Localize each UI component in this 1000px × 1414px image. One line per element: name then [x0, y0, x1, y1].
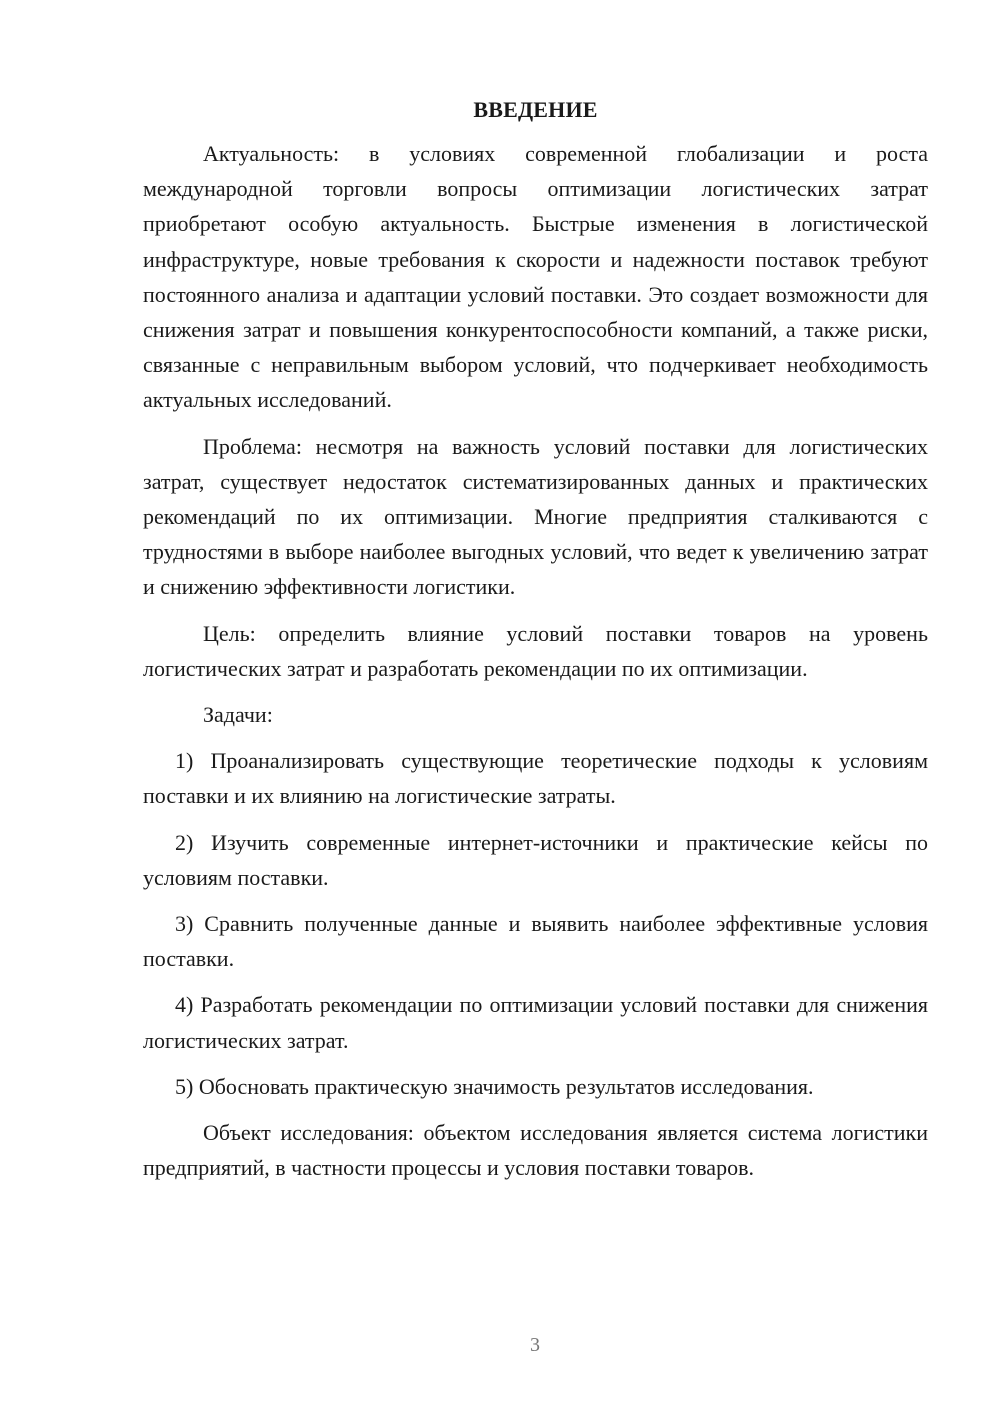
document-body: [143, 92, 928, 1196]
task-item-3: 3) Сравнить полученные данные и выявить наиболее эффективные условия поставки.: [143, 911, 928, 972]
paragraph-goal: Цель: определить влияние условий поставки товаров на уровень логистических затрат и разработать рекомендации по их оптимизации.: [143, 620, 928, 681]
section-title: ВВЕДЕНИЕ: [473, 97, 598, 122]
task-item-2: 2) Изучить современные интернет-источники и практические кейсы по условиям поставки.: [143, 829, 928, 890]
paragraph-relevance: Актуальность: в условиях современной глобализации и роста международной торговли вопросы оптимизации логистических затрат приобретают особую актуальность. Быстрые изменения в логистической инфраструктуре, новые требования к скорости и надежности поставок требуют постоянного анализа и адаптации условий поставки. Это создает возможности для снижения затрат и повышения конкурентоспособности компаний, а также риски, связанные с неправильным выбором условий, что подчеркивает необходимость актуальных исследований.: [143, 141, 928, 413]
page-number: 3: [530, 1334, 540, 1356]
paragraph-tasks-heading: Задачи:: [203, 702, 273, 728]
task-item-5: 5) Обосновать практическую значимость результатов исследования.: [175, 1073, 814, 1099]
task-item-1: 1) Проанализировать существующие теоретические подходы к условиям поставки и их влиянию на логистические затраты.: [143, 748, 928, 809]
task-item-4: 4) Разработать рекомендации по оптимизации условий поставки для снижения логистических затрат.: [143, 992, 928, 1053]
paragraph-problem: Проблема: несмотря на важность условий поставки для логистических затрат, существует недостаток систематизированных данных и практических рекомендаций по их оптимизации. Многие предприятия сталкиваются с трудностями в выборе наиболее выгодных условий, что ведет к увеличению затрат и снижению эффективности логистики.: [143, 433, 928, 600]
paragraph-object: Объект исследования: объектом исследования является система логистики предприятий, в частности процессы и условия поставки товаров.: [143, 1120, 928, 1181]
